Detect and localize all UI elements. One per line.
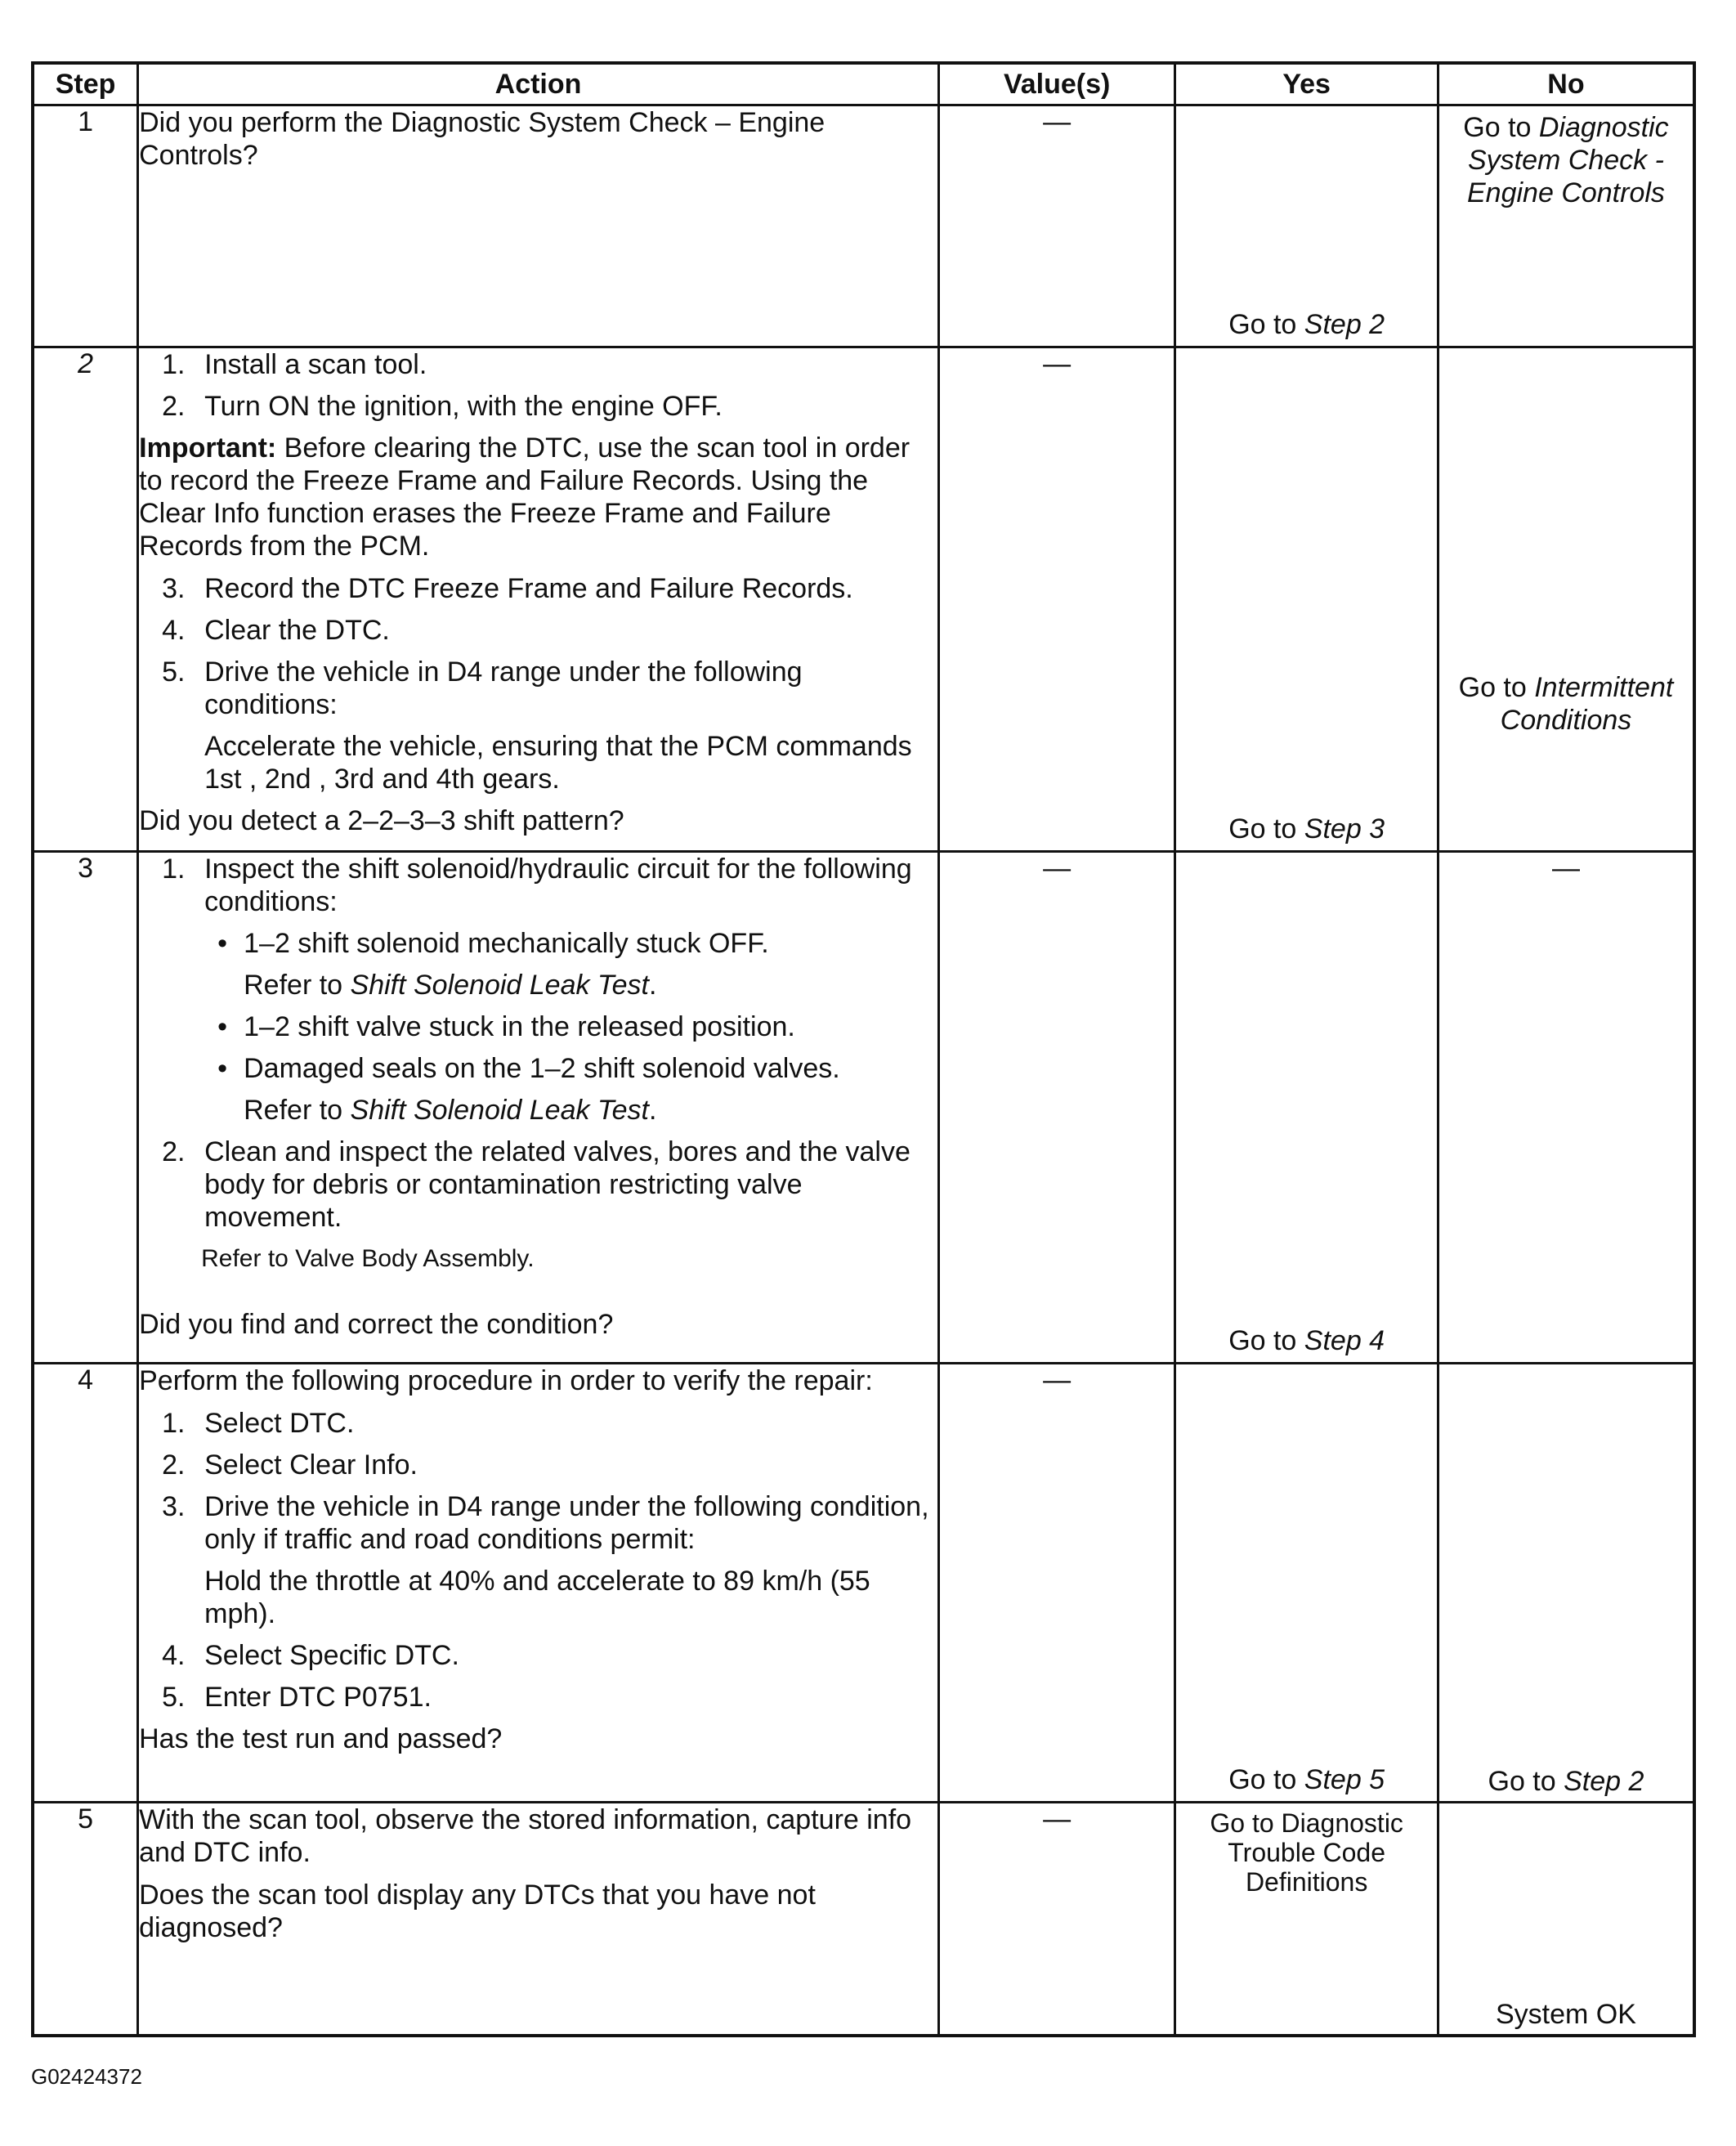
step-number: 2 <box>33 347 138 852</box>
yes-cell <box>1175 105 1438 347</box>
action-question: Did you detect a 2–2–3–3 shift pattern? <box>139 805 624 836</box>
yes-link[interactable]: Go to Step 5 <box>1228 1764 1385 1795</box>
action-question: Does the scan tool display any DTCs that you have not diagnosed? <box>139 1879 816 1943</box>
action-instruction: With the scan tool, observe the stored information, capture info and DTC info. <box>139 1804 912 1868</box>
no-cell <box>1438 1364 1694 1803</box>
figure-id: G02424372 <box>31 2064 142 2089</box>
yes-link[interactable]: Go to Step 3 <box>1228 813 1385 845</box>
header-yes: Yes <box>1175 63 1438 105</box>
table-row-step-2 <box>33 347 1694 852</box>
header-action: Action <box>138 63 939 105</box>
header-step: Step <box>33 63 138 105</box>
step-number: 3 <box>33 852 138 1364</box>
value-cell: — <box>938 1364 1174 1803</box>
no-cell <box>1438 347 1694 852</box>
value-cell: — <box>938 347 1174 852</box>
action-question: Has the test run and passed? <box>139 1723 503 1754</box>
step-number: 5 <box>33 1803 138 2036</box>
no-cell: — <box>1438 852 1694 1364</box>
action-cell <box>138 852 939 1364</box>
list-item: 4. Select Specific DTC. <box>162 1640 459 1671</box>
no-link[interactable]: Go to Intermittent Conditions <box>1458 672 1674 736</box>
list-item: 4. Clear the DTC. <box>162 615 390 646</box>
list-item: 2. Select Clear Info. <box>162 1449 418 1481</box>
action-cell <box>138 105 939 347</box>
no-cell <box>1438 105 1694 347</box>
action-question: Did you find and correct the condition? <box>139 1309 614 1340</box>
table-row-step-1 <box>33 105 1694 347</box>
important-note: Important: Before clearing the DTC, use the scan tool in order to record the Freeze Frame and Failure Records. Using the Clear Info function erases the Freeze Frame and Failure Records from the PCM. <box>139 432 911 562</box>
list-item: 1. Select DTC. <box>162 1408 355 1439</box>
header-no: No <box>1438 63 1694 105</box>
no-link[interactable]: Go to Step 2 <box>1488 1766 1644 1797</box>
bullet-item: • 1–2 shift valve stuck in the released position. <box>217 1011 795 1042</box>
step-number: 1 <box>33 105 138 347</box>
no-cell <box>1438 1803 1694 2036</box>
action-cell <box>138 347 939 852</box>
action-cell <box>138 1803 939 2036</box>
value-cell: — <box>938 1803 1174 2036</box>
yes-link[interactable] <box>1176 308 1437 341</box>
table-row-step-3 <box>33 852 1694 1364</box>
bullet-item: • Damaged seals on the 1–2 shift solenoid valves. <box>217 1053 840 1084</box>
sub-instruction: Hold the throttle at 40% and accelerate to 89 km/h (55 mph). <box>204 1566 870 1629</box>
list-item: 1. Install a scan tool. <box>162 349 427 380</box>
value-cell: — <box>938 852 1174 1364</box>
yes-cell <box>1175 1364 1438 1803</box>
yes-link[interactable]: Go to Step 4 <box>1228 1325 1385 1356</box>
yes-cell <box>1175 1803 1438 2036</box>
list-item: 5. Drive the vehicle in D4 range under the following conditions: <box>162 656 803 720</box>
reference-link[interactable]: Refer to Shift Solenoid Leak Test. <box>244 970 657 1001</box>
step-number: 4 <box>33 1364 138 1803</box>
no-result: System OK <box>1496 1998 1636 2030</box>
list-item: 3. Drive the vehicle in D4 range under the following condition, only if traffic and road conditions permit: <box>162 1491 929 1555</box>
yes-cell <box>1175 852 1438 1364</box>
procedure-intro: Perform the following procedure in order to verify the repair: <box>139 1365 873 1396</box>
list-item: 2. Turn ON the ignition, with the engine OFF. <box>162 391 723 422</box>
yes-target: Step 2 <box>1304 309 1385 340</box>
diagnostic-table <box>31 61 1696 2037</box>
bullet-item: • 1–2 shift solenoid mechanically stuck OFF. <box>217 928 769 959</box>
no-prefix: Go to <box>1463 112 1539 143</box>
action-cell <box>138 1364 939 1803</box>
yes-link[interactable]: Go to Diagnostic Trouble Code Definitions <box>1210 1808 1403 1897</box>
list-item: 3. Record the DTC Freeze Frame and Failure Records. <box>162 573 853 604</box>
sub-instruction: Accelerate the vehicle, ensuring that the PCM commands 1st , 2nd , 3rd and 4th gears. <box>204 731 912 795</box>
table-row-step-5 <box>33 1803 1694 2036</box>
no-link[interactable] <box>1439 106 1693 214</box>
yes-prefix: Go to <box>1228 309 1304 340</box>
yes-cell <box>1175 347 1438 852</box>
list-item: 5. Enter DTC P0751. <box>162 1682 432 1713</box>
list-item: 2. Clean and inspect the related valves, bores and the valve body for debris or contamination restricting valve movement. <box>162 1136 911 1233</box>
header-values: Value(s) <box>938 63 1174 105</box>
table-row-step-4 <box>33 1364 1694 1803</box>
value-cell: — <box>938 105 1174 347</box>
reference-text: Refer to Valve Body Assembly. <box>201 1245 535 1272</box>
no-target: Diagnostic System Check - Engine Controls <box>1467 112 1669 208</box>
list-item: 1. Inspect the shift solenoid/hydraulic circuit for the following conditions: <box>162 853 912 917</box>
action-question: Did you perform the Diagnostic System Check – Engine Controls? <box>139 107 825 171</box>
header-row <box>33 63 1694 105</box>
reference-link[interactable]: Refer to Shift Solenoid Leak Test. <box>244 1095 657 1126</box>
